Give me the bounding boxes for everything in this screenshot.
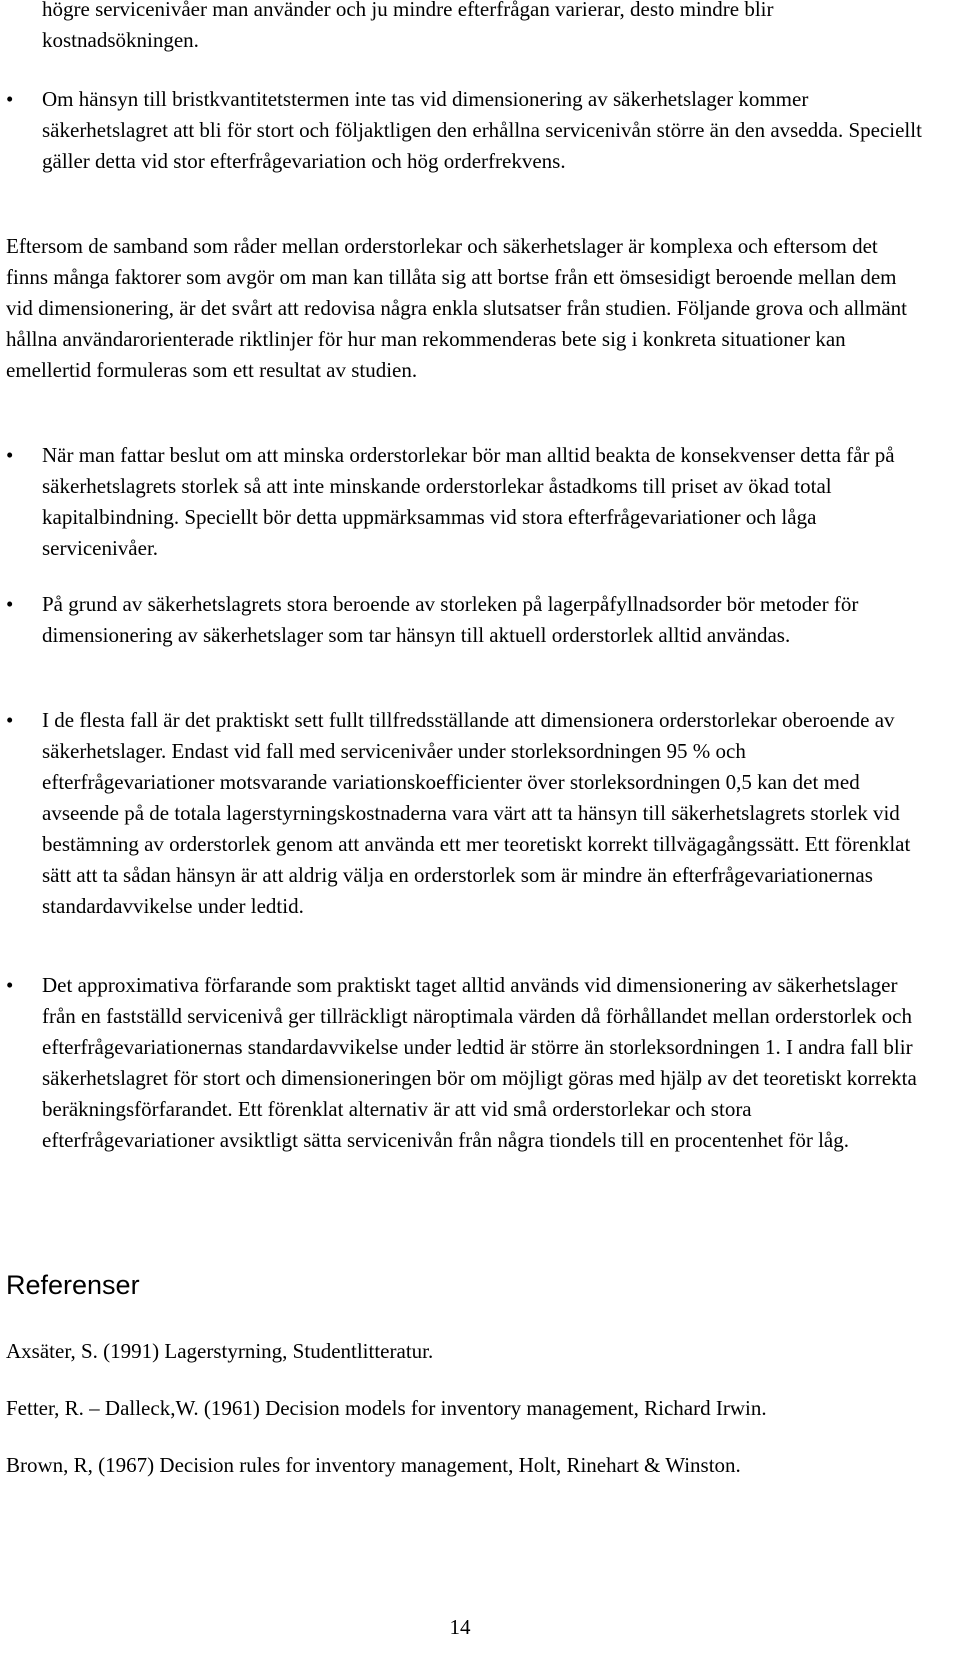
reference-entry: Fetter, R. – Dalleck,W. (1961) Decision models for inventory management, Richard Irwin. bbox=[6, 1396, 767, 1420]
bullet-icon: • bbox=[6, 592, 14, 616]
list-item-text: Det approximativa förfarande som praktiskt taget alltid används vid dimensionering av säkerhetslager från en fastställd servicenivå ger tillräckligt näroptimala värden då förhållandet mellan orderstorlek och efterfrågevariationernas standardavvikelse under ledtid är större än storleksordningen 1. I andra fall blir säkerhetslagret för stort och dimensioneringen bör om möjligt göras med hjälp av det teoretiskt korrekta beräkningsförfarandet. Ett förenklat alternativ är att vid små orderstorlekar och stora efterfrågevariationer avsiktligt sätta servicenivån från några tiondels till en procentenhet för låg. bbox=[42, 973, 917, 1152]
list-item-text: På grund av säkerhetslagrets stora beroende av storleken på lagerpåfyllnadsorder bör metoder för dimensionering av säkerhetslager som tar hänsyn till aktuell orderstorlek alltid användas. bbox=[42, 592, 859, 647]
bullet-icon: • bbox=[6, 87, 14, 111]
page-number: 14 bbox=[449, 1615, 471, 1639]
body-paragraph: Eftersom de samband som råder mellan orderstorlekar och säkerhetslager är komplexa och eftersom det finns många faktorer som avgör om man kan tillåta sig att bortse från ett ömsesidigt beroende mellan dem vid dimensionering, är det svårt att redovisa några enkla slutsatser från studien. Följande grova och allmänt hållna användarorienterade riktlinjer för hur man rekommenderas bete sig i konkreta situationer kan emellertid formuleras som ett resultat av studien. bbox=[6, 234, 907, 382]
references-heading: Referenser bbox=[6, 1270, 140, 1300]
list-item-text: När man fattar beslut om att minska orderstorlekar bör man alltid beakta de konsekvenser detta får på säkerhetslagrets storlek så att inte minskande orderstorlekar åstadkoms till priset av ökad total kapitalbindning. Speciellt bör detta uppmärksammas vid stora efterfrågevariationer och låga servicenivåer. bbox=[42, 443, 895, 560]
bullet-icon: • bbox=[6, 973, 14, 997]
bullet-icon: • bbox=[6, 443, 14, 467]
list-item-text: Om hänsyn till bristkvantitetstermen inte tas vid dimensionering av säkerhetslager kommer säkerhetslagret att bli för stort och följaktligen den erhållna servicenivån större än den avsedda. Speciellt gäller detta vid stor efterfrågevariation och hög orderfrekvens. bbox=[42, 87, 922, 173]
reference-entry: Brown, R, (1967) Decision rules for inventory management, Holt, Rinehart & Winston. bbox=[6, 1453, 741, 1477]
reference-entry: Axsäter, S. (1991) Lagerstyrning, Studentlitteratur. bbox=[6, 1339, 434, 1363]
continuation-paragraph: högre servicenivåer man använder och ju mindre efterfrågan varierar, desto mindre blir kostnadsökningen. bbox=[42, 0, 774, 52]
list-item-text: I de flesta fall är det praktiskt sett fullt tillfredsställande att dimensionera orderstorlekar oberoende av säkerhetslager. Endast vid fall med servicenivåer under storleksordningen 95 % och efterfrågevariationer motsvarande variationskoefficienter över storleksordningen 0,5 kan det med avseende på de totala lagerstyrningskostnaderna vara värt att ta hänsyn till säkerhetslagrets storlek vid bestämning av orderstorlek genom att använda ett mer teoretiskt korrekt tillvägagångssätt. Ett förenklat sätt att ta sådan hänsyn är att aldrig välja en orderstorlek som är mindre än efterfrågevariationernas standardavvikelse under ledtid. bbox=[42, 708, 911, 918]
bullet-icon: • bbox=[6, 708, 14, 732]
